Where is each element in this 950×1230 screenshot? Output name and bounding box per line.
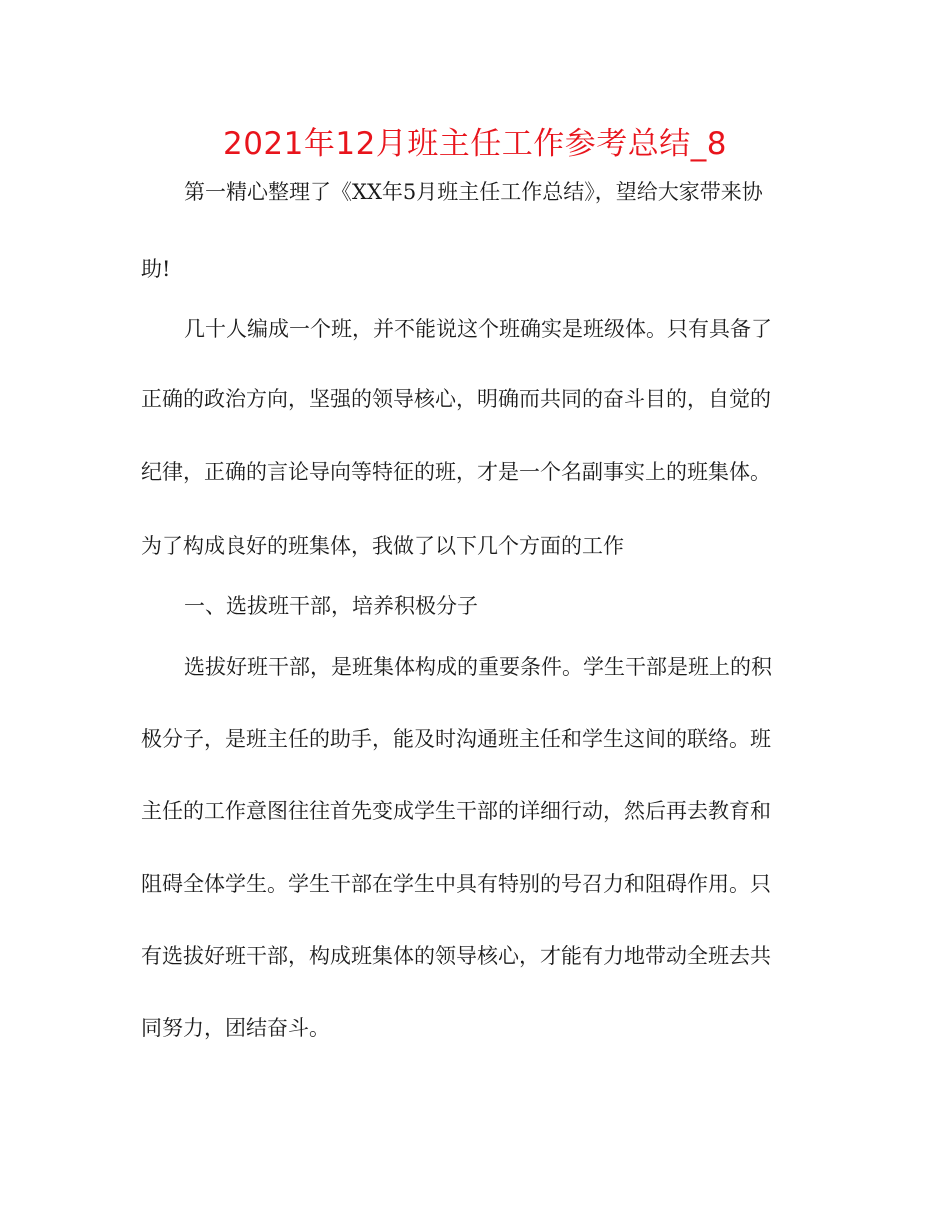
paragraph-line: 助! bbox=[141, 257, 171, 281]
paragraph-line: 主任的工作意图往往首先变成学生干部的详细行动，然后再去教育和 bbox=[141, 799, 771, 823]
paragraph-line: 阻碍全体学生。学生干部在学生中具有特别的号召力和阻碍作用。只 bbox=[141, 872, 771, 896]
paragraph-line: 选拔好班干部，是班集体构成的重要条件。学生干部是班上的积 bbox=[184, 655, 772, 679]
paragraph-line: 同努力，团结奋斗。 bbox=[141, 1016, 330, 1040]
paragraph-line: 几十人编成一个班，并不能说这个班确实是班级体。只有具备了 bbox=[184, 317, 772, 341]
paragraph-line: 极分子，是班主任的助手，能及时沟通班主任和学生这间的联络。班 bbox=[141, 727, 771, 751]
paragraph-line: 有选拔好班干部，构成班集体的领导核心，才能有力地带动全班去共 bbox=[141, 944, 771, 968]
paragraph-line: 为了构成良好的班集体，我做了以下几个方面的工作 bbox=[141, 534, 624, 558]
document-title: 2021年12月班主任工作参考总结_8 bbox=[222, 126, 728, 162]
paragraph-line: 第一精心整理了《XX年5月班主任工作总结》，望给大家带来协 bbox=[184, 180, 763, 204]
paragraph-line: 正确的政治方向，坚强的领导核心，明确而共同的奋斗目的，自觉的 bbox=[141, 387, 771, 411]
section-heading: 一、选拔班干部，培养积极分子 bbox=[184, 594, 478, 618]
paragraph-line: 纪律，正确的言论导向等特征的班，才是一个名副事实上的班集体。 bbox=[141, 460, 771, 484]
